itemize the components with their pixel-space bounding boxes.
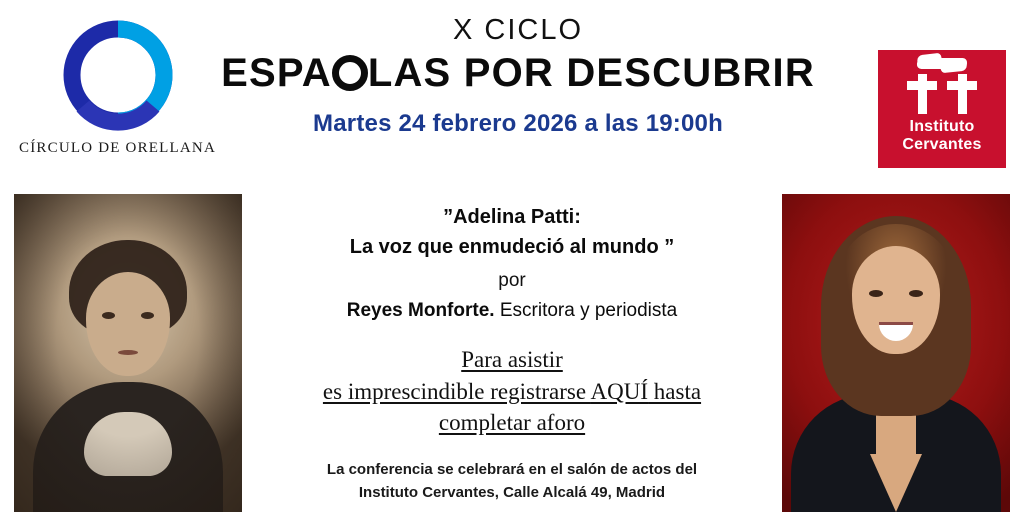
cycle-label: X CICLO (452, 14, 584, 46)
speaker-line (248, 300, 776, 322)
title-part-before: ESPA (221, 51, 332, 95)
event-date: Martes 24 febrero 2026 a las 19:00h (313, 110, 723, 137)
circulo-de-orellana-logo (19, 6, 216, 186)
talk-title-line-2: La voz que enmudeció al mundo ” (349, 236, 675, 258)
registration-line-2-post: hasta (648, 378, 702, 404)
orellana-logo-caption: CÍRCULO DE ORELLANA (19, 140, 216, 156)
poster-header (0, 0, 1024, 190)
orellana-ring-icon (57, 14, 179, 136)
venue-line-1: La conferencia se celebrará en el salón de actos del (326, 461, 698, 479)
registration-line-1: Para asistir (461, 347, 563, 372)
left-portrait-image (14, 194, 242, 512)
speaker-name: Reyes Monforte. (346, 300, 495, 321)
poster-body (248, 196, 776, 504)
venue-info (248, 459, 776, 504)
talk-title-line-1: ”Adelina Patti: (443, 206, 581, 228)
registration-notice (248, 344, 776, 439)
speaker-role: Escritora y periodista (499, 300, 678, 321)
venue-line-2: Instituto Cervantes, Calle Alcalá 49, Madrid (358, 483, 666, 501)
cervantes-line-1: Instituto (909, 118, 975, 135)
header-titles (196, 14, 840, 138)
right-portrait-image (782, 194, 1010, 512)
cervantes-mark-icon (903, 56, 981, 116)
registration-line-3: completar aforo (438, 410, 586, 436)
by-label: por (498, 270, 526, 291)
page-title (196, 51, 840, 96)
title-part-after: LAS POR DESCUBRIR (367, 51, 815, 95)
register-link[interactable]: AQUÍ (590, 378, 649, 404)
cervantes-wordmark (902, 118, 981, 154)
cervantes-line-2: Cervantes (902, 135, 982, 153)
enye-o-ring-icon (332, 55, 368, 91)
instituto-cervantes-logo (878, 50, 1006, 168)
registration-line-2-pre: es imprescindible registrarse (322, 378, 591, 404)
